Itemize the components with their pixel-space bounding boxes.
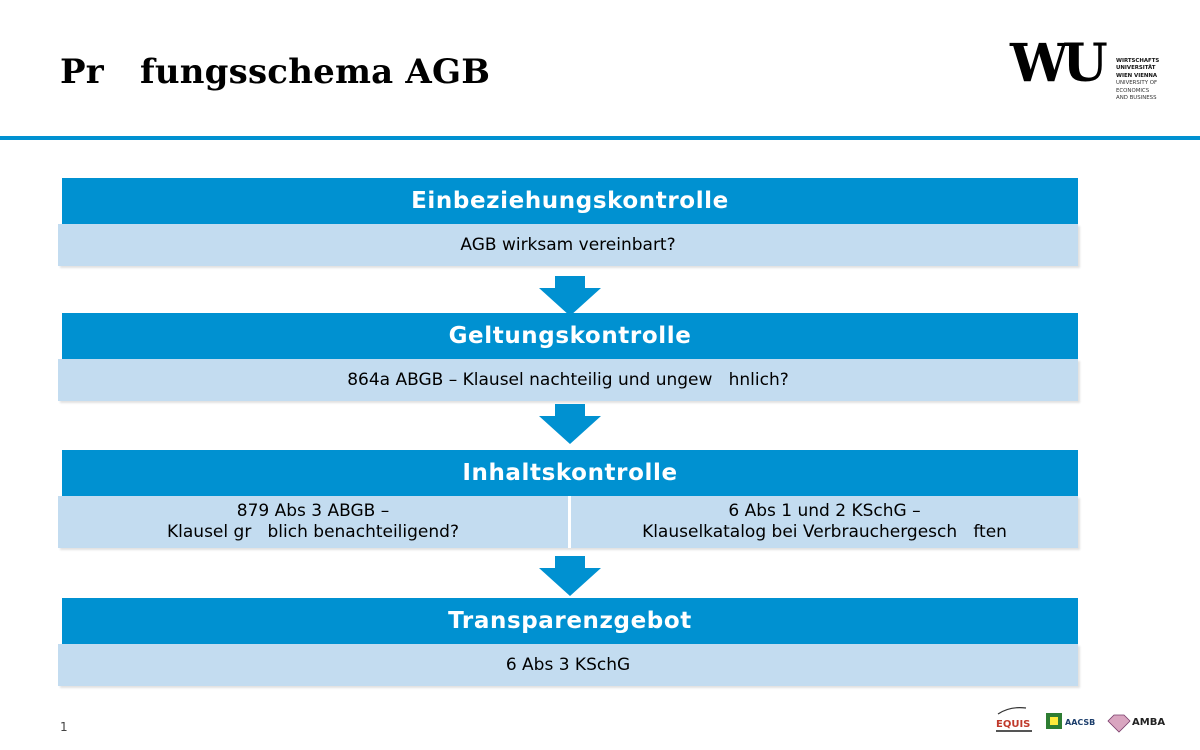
inhaltskontrolle-kschg-cell bbox=[571, 496, 1078, 548]
cell-line: 6 Abs 1 und 2 KSchG – bbox=[728, 501, 921, 521]
amba-label: AMBA bbox=[1132, 717, 1166, 728]
wu-logo-line: UNIVERSITÄT bbox=[1116, 65, 1156, 72]
inhaltskontrolle-abgb-cell bbox=[58, 496, 568, 548]
step-einbeziehungskontrolle-body: AGB wirksam vereinbart? bbox=[58, 224, 1078, 266]
step-inhaltskontrolle-body bbox=[58, 496, 1078, 548]
cell-line: Klausel gr blich benachteiligend? bbox=[167, 522, 459, 542]
wu-logo-line: UNIVERSITY OF bbox=[1116, 80, 1158, 87]
cell-line: Klauselkatalog bei Verbrauchergesch ften bbox=[642, 522, 1007, 542]
wu-logo-line: WIEN VIENNA bbox=[1116, 72, 1158, 79]
wu-logo-line: AND BUSINESS bbox=[1116, 95, 1157, 102]
accreditation-logos bbox=[990, 700, 1180, 740]
wu-logo-mark: WU bbox=[1010, 33, 1102, 94]
step-transparenzgebot-body: 6 Abs 3 KSchG bbox=[58, 644, 1078, 686]
flow-arrow-down-icon bbox=[539, 556, 601, 596]
page-number: 1 bbox=[60, 720, 68, 734]
step-inhaltskontrolle-heading: Inhaltskontrolle bbox=[62, 450, 1078, 496]
wu-logo bbox=[1010, 33, 1180, 124]
equis-logo bbox=[996, 708, 1032, 732]
cell-line: 879 Abs 3 ABGB – bbox=[236, 501, 390, 521]
step-transparenzgebot-heading: Transparenzgebot bbox=[62, 598, 1078, 644]
wu-logo-line: WIRTSCHAFTS bbox=[1116, 58, 1160, 64]
step-geltungskontrolle-heading: Geltungskontrolle bbox=[62, 313, 1078, 359]
equis-label: EQUIS bbox=[996, 719, 1031, 730]
wu-logo-text bbox=[1116, 58, 1159, 102]
page-title: Pr fungsschema AGB bbox=[60, 52, 491, 92]
flow-arrow-down-icon bbox=[539, 404, 601, 444]
header-divider bbox=[0, 136, 1200, 140]
aacsb-logo bbox=[1046, 713, 1095, 729]
step-einbeziehungskontrolle-heading: Einbeziehungskontrolle bbox=[62, 178, 1078, 224]
step-geltungskontrolle-body: 864a ABGB – Klausel nachteilig und ungew hnlich? bbox=[58, 359, 1078, 401]
flow-arrow-down-icon bbox=[539, 276, 601, 316]
amba-logo bbox=[1108, 715, 1165, 732]
wu-logo-line: ECONOMICS bbox=[1116, 87, 1150, 94]
aacsb-label: AACSB bbox=[1065, 718, 1096, 727]
